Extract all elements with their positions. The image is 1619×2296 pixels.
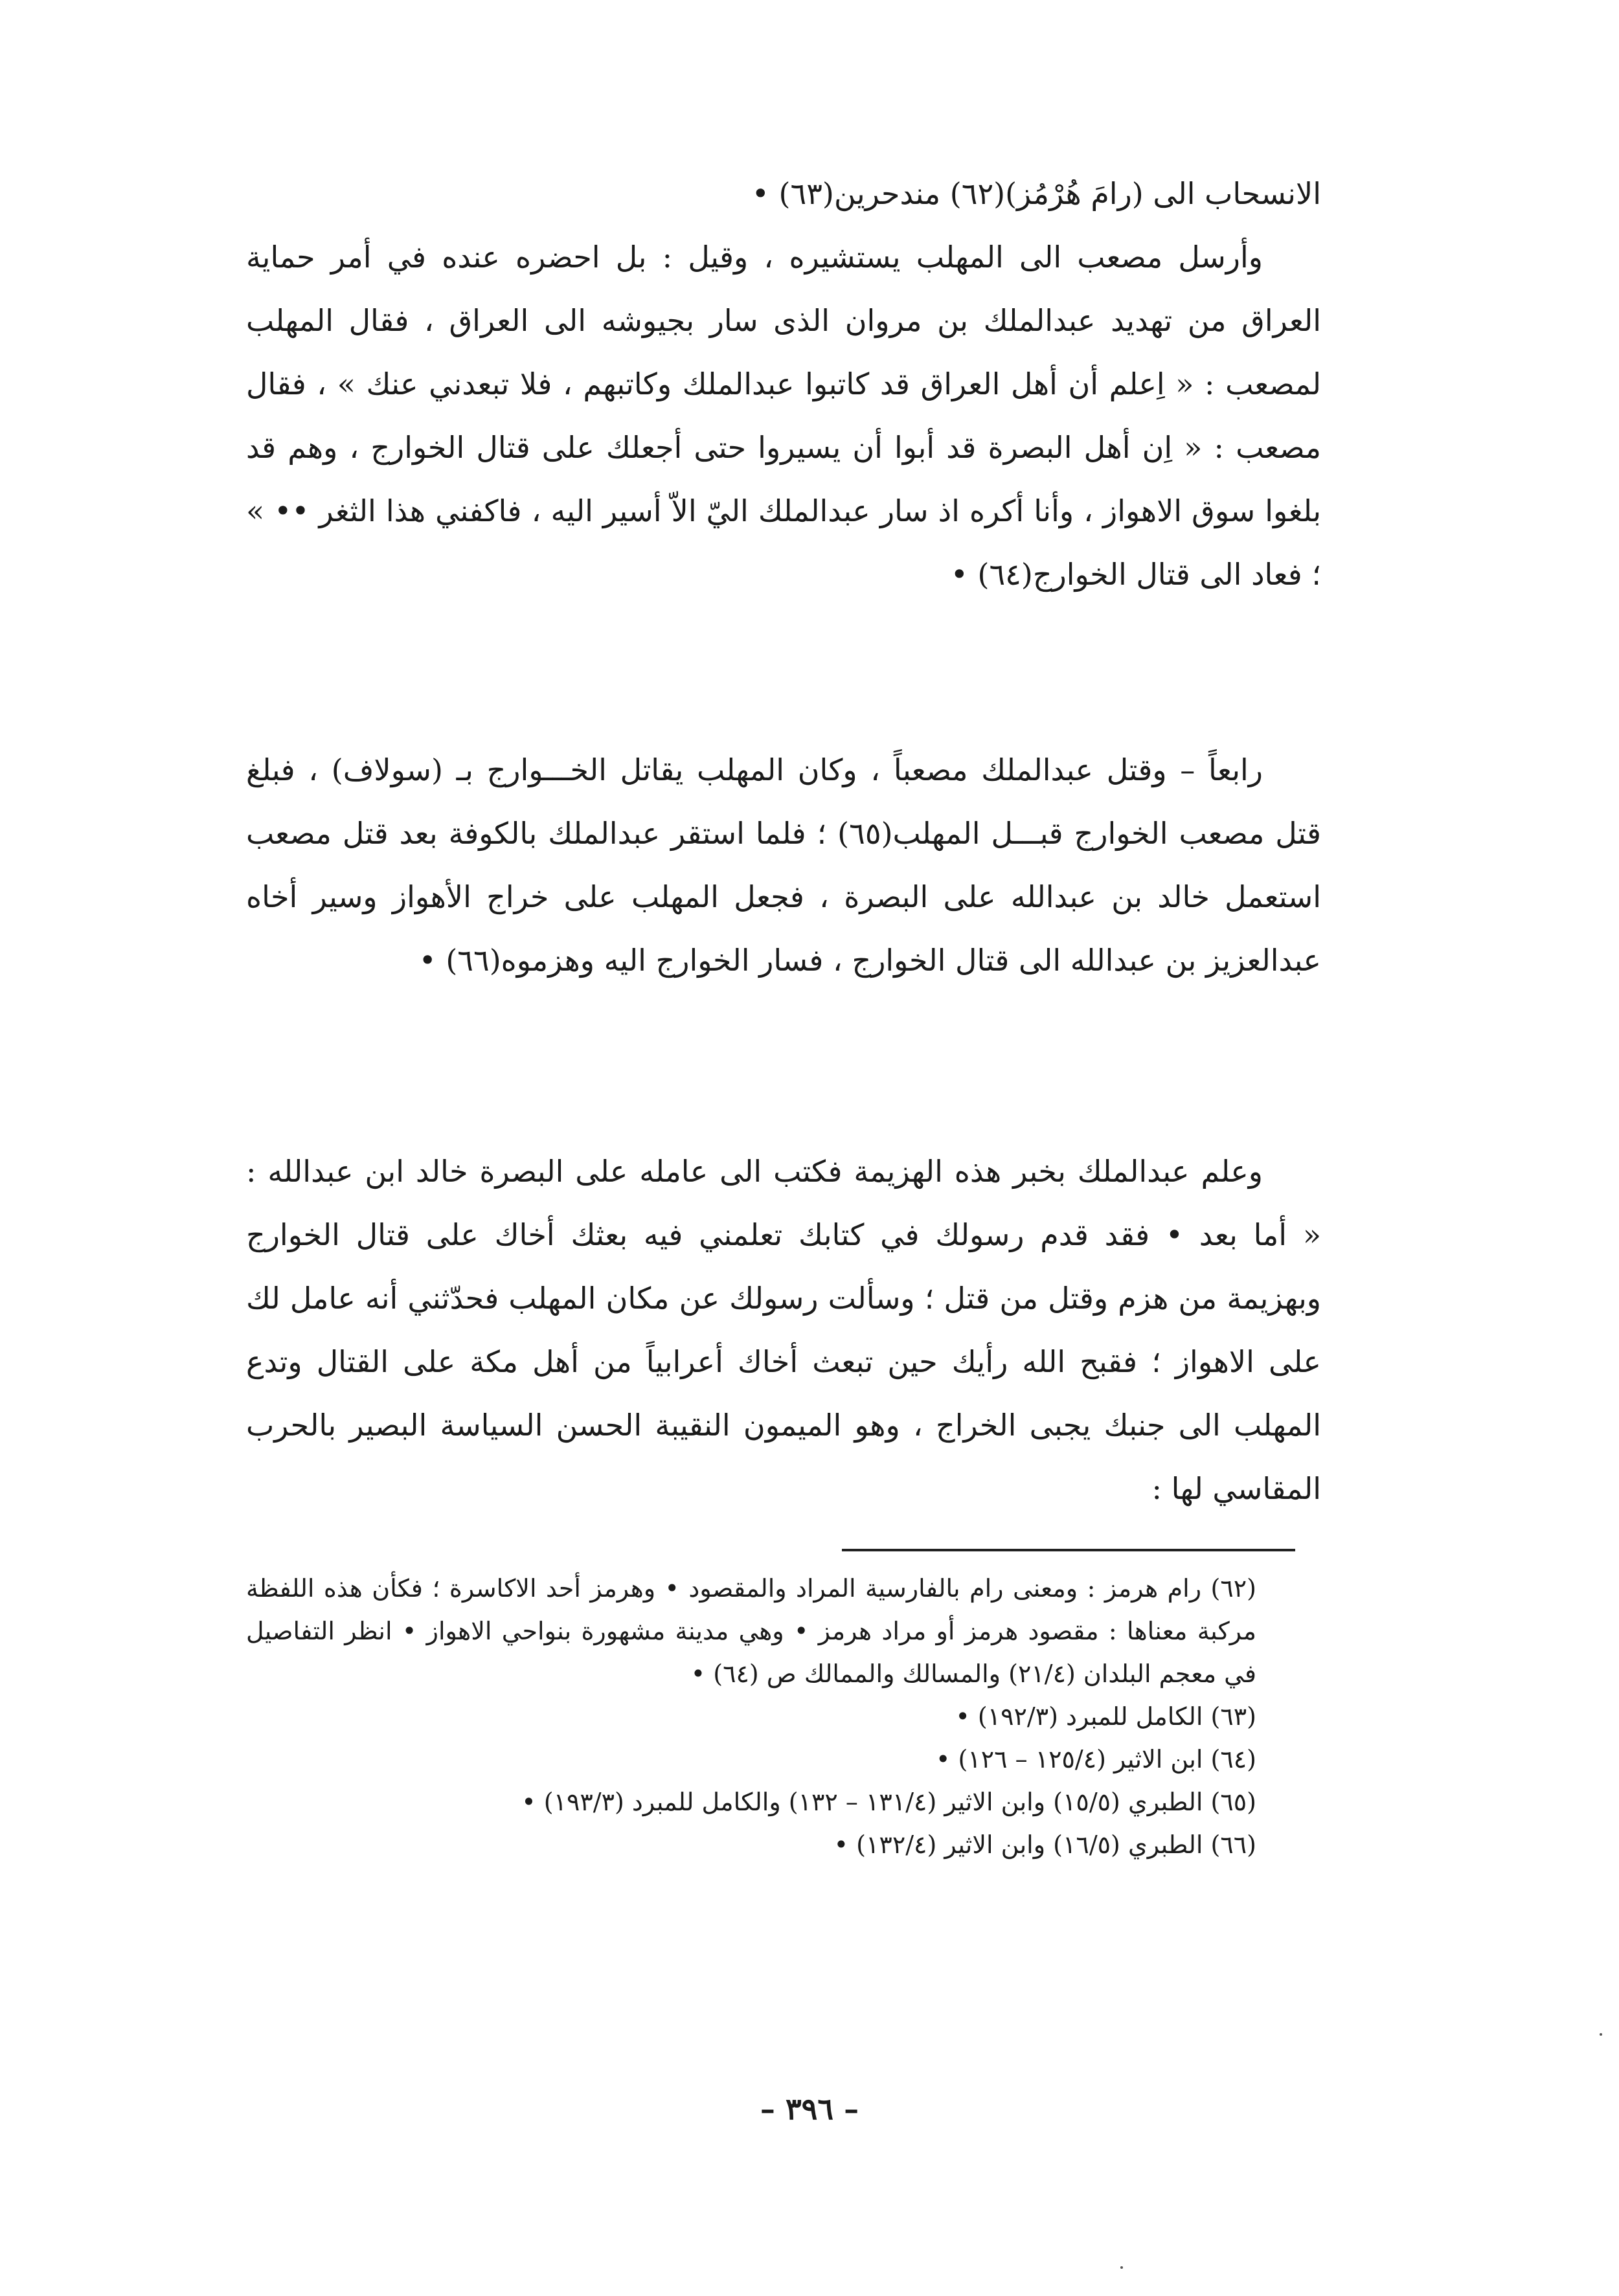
paragraph-2: وأرسل مصعب الى المهلب يستشيره ، وقيل : بل احضره عنده في أمر حماية العراق من تهديد عبدالملك بن مروان الذى سار بجيوشه الى العراق ، فقال المهلب لمصعب : « اِعلم أن أهل العراق قد كاتبوا عبدالملك وكاتبهم ، فلا تبعدني عنك » ، فقال مصعب : « اِن أهل البصرة قد أبوا أن يسيروا حتى أجعلك على قتال الخوارج ، وهم قد بلغوا سوق الاهواز ، وأنا أكره اذ سار عبدالملك اليّ الاّ أسير اليه ، فاكفني هذا الثغر •• » ؛ فعاد الى قتال الخوارج(٦٤) •	[246, 240, 1321, 592]
footnote-66: (٦٦) الطبري (١٦/٥) وابن الاثير (١٣٢/٤) •	[833, 1830, 1256, 1859]
scan-speck	[1120, 2266, 1123, 2269]
footnotes	[246, 1567, 1308, 1866]
scan-speck	[1600, 2033, 1602, 2036]
footnote-64: (٦٤) ابن الاثير (١٢٥/٤ – ١٢٦) •	[935, 1745, 1256, 1773]
paragraph-3: رابعاً – وقتل عبدالملك مصعباً ، وكان المهلب يقاتل الخـــوارج بـ (سولاف) ، فبلغ قتل مصعب الخوارج قبـــل المهلب(٦٥) ؛ فلما استقر عبدالملك بالكوفة بعد قتل مصعب استعمل خالد بن عبدالله على البصرة ، فجعل المهلب على خراج الأهواز وسير أخاه عبدالعزيز بن عبدالله الى قتال الخوارج ، فسار الخوارج اليه وهزموه(٦٦) •	[246, 752, 1321, 978]
footnote-62: (٦٢) رام هرمز : ومعنى رام بالفارسية المراد والمقصود • وهرمز أحد الاكاسرة ؛ فكأن هذه اللفظة مركبة معناها : مقصود هرمز أو مراد هرمز • وهي مدينة مشهورة بنواحي الاهواز • انظر التفاصيل في معجم البلدان (٢١/٤) والمسالك والممالك ص (٦٤) •	[246, 1574, 1256, 1688]
footnote-63: (٦٣) الكامل للمبرد (١٩٢/٣) •	[955, 1702, 1256, 1731]
paragraph-1: الانسحاب الى (رامَ هُرْمُز)(٦٢) مندحرين(٦٣) •	[751, 176, 1321, 211]
footnote-65: (٦٥) الطبري (١٥/٥) وابن الاثير (١٣١/٤ – ١٣٢) والكامل للمبرد (١٩٣/٣) •	[521, 1788, 1256, 1816]
body-text-block-2	[246, 738, 1321, 992]
body-text-block-1	[246, 162, 1321, 606]
body-text-block-3	[246, 1140, 1321, 1520]
page-number: – ٣٩٦ –	[760, 2091, 859, 2126]
footnote-divider	[842, 1549, 1295, 1551]
paragraph-4: وعلم عبدالملك بخبر هذه الهزيمة فكتب الى عامله على البصرة خالد ابن عبدالله : « أما بعد • فقد قدم رسولك في كتابك تعلمني فيه بعثك أخاك على قتال الخوارج وبهزيمة من هزم وقتل من قتل ؛ وسألت رسولك عن مكان المهلب فحدّثني أنه عامل لك على الاهواز ؛ فقبح الله رأيك حين تبعث أخاك أعرابياً من أهل مكة على القتال وتدع المهلب الى جنبك يجبى الخراج ، وهو الميمون النقيبة الحسن السياسة البصير بالحرب المقاسي لها :	[246, 1154, 1321, 1506]
